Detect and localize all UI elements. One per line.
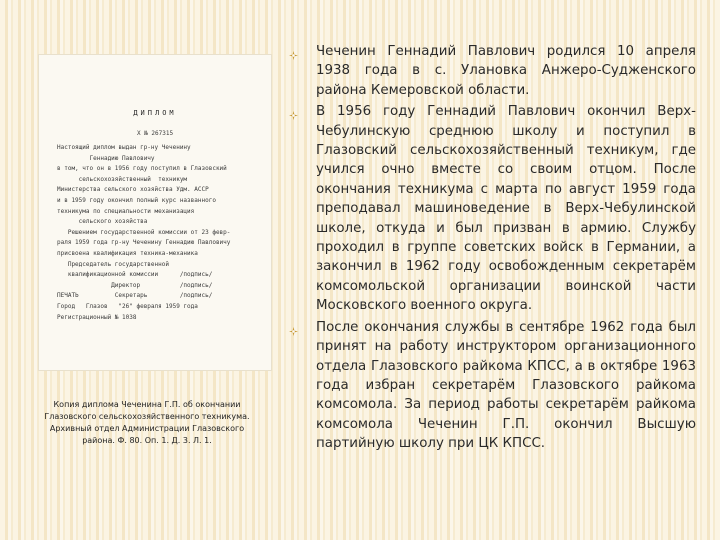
ornamental-bullet-icon xyxy=(289,45,298,54)
caption-line: Архивный отдел Администрации Глазовского xyxy=(49,424,245,433)
diploma-line: Настоящий диплом выдан гр-ну Чеченину xyxy=(57,144,191,151)
diploma-line: и в 1959 году окончил полный курс названного xyxy=(57,196,216,204)
diploma-image xyxy=(39,55,271,370)
image-caption xyxy=(16,399,278,447)
diploma-line: квалификационной комиссии /подпись/ xyxy=(57,271,213,279)
diploma-line: в том, что он в 1956 году поступил в Глазовский xyxy=(57,165,227,173)
diploma-line: Геннадию Павловичу xyxy=(57,154,155,162)
caption-line: Глазовского сельскохозяйственного техникума. xyxy=(44,412,250,421)
diploma-line: Министерства сельского хозяйства Удм. АССР xyxy=(57,186,209,194)
bullet-item xyxy=(289,318,696,454)
diploma-line: Председатель государственной xyxy=(57,260,169,268)
diploma-line: сельскохозяйственный техникум xyxy=(57,175,188,183)
diploma-line: техникума по специальности механизация xyxy=(57,207,195,215)
diploma-number: Х № 267315 xyxy=(136,130,174,137)
diploma-line: Директор /подпись/ xyxy=(57,281,213,289)
caption-line: Копия диплома Чеченина Г.П. об окончании xyxy=(53,400,241,409)
image-column xyxy=(0,0,298,540)
ornamental-bullet-icon xyxy=(289,321,298,330)
diploma-line: раля 1959 года гр-ну Чеченину Геннадию Павловичу xyxy=(57,239,231,247)
diploma-title: ДИПЛОМ xyxy=(133,109,177,117)
diploma-line: сельского хозяйства xyxy=(57,218,148,226)
bullet-text: После окончания службы в сентябре 1962 года был принят на работу инструктором организационного отдела Глазовского райкома КПСС, а в октябре 1963 года избран секретарём Глазовского райкома комсомола. За период работы секретарём райкома комсомола Чеченин Г.П. окончил Высшую партийную школу при ЦК КПСС. xyxy=(316,319,696,452)
diploma-line: ПЕЧАТЬ Секретарь /подпись/ xyxy=(57,292,213,300)
bullet-text: В 1956 году Геннадий Павлович окончил Верх-Чебулинскую среднюю школу и поступил в Глазовский сельскохозяйственный техникум, где учился очно вместе со своим отцом. После окончания техникума с марта по август 1959 года преподавал машиноведение в Верх-Чебулинской школе, откуда и был призван в армию. Службу проходил в группе советских войск в Германии, а закончил в 1962 году освобожденным секретарём комсомольской организации воинской части Московского военного округа. xyxy=(316,104,696,314)
diploma-line: Город Глазов "26" февраля 1959 года xyxy=(57,302,198,310)
ornamental-bullet-icon xyxy=(289,105,298,114)
diploma-text xyxy=(57,143,269,323)
caption-line: района. Ф. 80. Оп. 1. Д. 3. Л. 1. xyxy=(82,436,212,445)
bullet-item xyxy=(289,42,696,100)
bullet-item xyxy=(289,102,696,315)
diploma-line: Решением государственной комиссии от 23 февр- xyxy=(57,228,231,236)
bullet-text: Чеченин Геннадий Павлович родился 10 апреля 1938 года в с. Улановка Анжеро-Судженского района Кемеровской области. xyxy=(316,44,696,98)
bullet-list xyxy=(289,42,696,456)
diploma-line: Регистрационный № 1038 xyxy=(57,313,137,321)
diploma-line: присвоена квалификация техника-механика xyxy=(57,249,198,257)
